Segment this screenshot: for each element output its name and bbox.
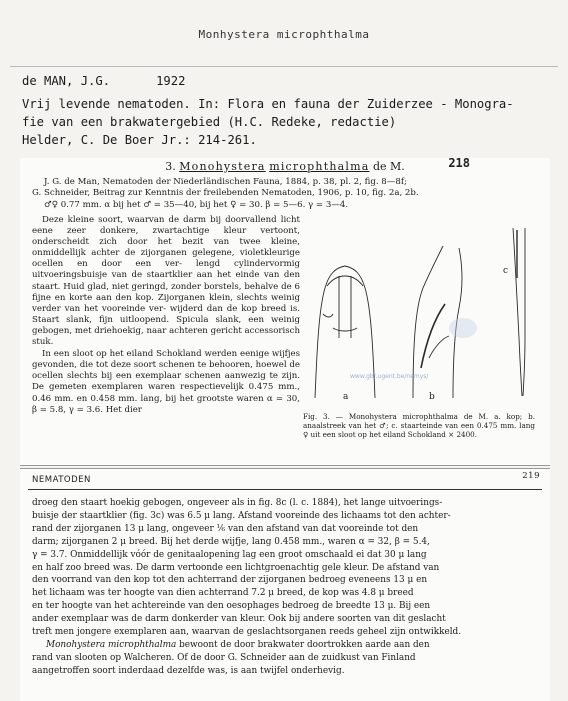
fig-b-gubernaculum: [429, 336, 449, 358]
specimen-paragraph: In een sloot op het eiland Schokland werden eenige wijfjes gevonden, die tot deze soort schenen te behooren, hoewel de ocellen slechts bij een exemplaar schenen aanwezig te zijn. De gemeten exemplaren waren respectievelijk 0.475 mm., 0.46 mm. en 0.458 mm. lang, bij het grootste waren α = 30, β = 5.8, γ = 3.6. Het dier: [32, 349, 301, 415]
watermark-text: www.gbr.ugent.be/nemys/: [350, 373, 429, 380]
card-year: 1922: [156, 74, 186, 88]
watermark-logo-icon: [449, 318, 477, 338]
fig-a-amphid: [323, 314, 333, 317]
fig-b-spicule: [421, 304, 445, 368]
fig-c-outline-right: [523, 228, 525, 396]
reference-block: [32, 177, 540, 211]
card-citation-publisher-line: Helder, C. De Boer Jr.: 214-261.: [22, 133, 257, 147]
figure-caption: Fig. 3. — Monohystera microphthalma de M. a. kop; b. anaalstreek van het ♂; c. staarteinde van een 0.475 mm. lang ♀ uit een sloot op het eiland Schokland × 2400.: [303, 412, 535, 439]
description-column: [32, 215, 300, 416]
body-paragraph: droeg den staart hoekig gebogen, ongeveer als in fig. 8c (l. c. 1884), het lange uitvoerings- buisje der staartklier (fig. 3c) was 6.5 μ lang. Afstand vooreinde des lichaams tot den achter- rand der zijorganen 13 μ lang, ongeveer ⅙ van den afstand van dat vooreinde tot den darm; zijorganen 2 μ breed. Bij het derde wijfje, lang 0.458 mm., waren α = 32, β = 5.4, γ = 3.7. Onmiddellijk vóór de genitaalopening lag een groot omschaald ei dat 30 μ lang en half zoo breed was. De darm vertoonde een lichtgroenachtig gele kleur. De afstand van den voorrand van den kop tot den achterrand der zijorganen bedroeg eveneens 13 μ en het lichaam was ter hoogte van dien achterrand 7.2 μ breed, de kop was 4.8 μ breed en ter hoogte van het achtereinde van den oesophages bedroeg de breedte 13 μ. Bij een ander exemplaar was de darm donkerder van kleur. Ook bij andere soorten van dit geslacht treft men jongere exemplaren aan, waarvan de geslachtsorganen reeds geheel zijn ontwikkeld.: [32, 498, 462, 638]
page-header-rule: [28, 489, 542, 490]
card-divider: [10, 66, 558, 67]
fig-a-cuticle: [327, 276, 363, 286]
card-citation-title-line1: Vrij levende nematoden. In: Flora en fauna der Zuiderzee - Monogra-: [22, 97, 514, 111]
fig-label-a: a: [343, 392, 349, 402]
fig-label-c: c: [503, 266, 509, 276]
card-citation-author-line: [22, 72, 185, 91]
card-author: de MAN, J.G.: [22, 74, 111, 88]
page-header-label: NEMATODEN: [32, 475, 91, 485]
excerpt-clipping-top: [20, 158, 550, 466]
section-title: 3. Monohystera microphthalma de M.: [165, 160, 405, 173]
card-header-species: Monhystera microphthalma: [198, 28, 370, 41]
fig-a-stoma: [339, 276, 351, 338]
page-running-head: [32, 471, 540, 485]
page-number: 219: [522, 471, 540, 481]
fig-label-b: b: [429, 392, 435, 402]
excerpt-clipping-bottom: [20, 468, 550, 701]
measurement-line: ♂♀ 0.77 mm. α bij het ♂ = 35—40, bij het ♀ = 30. β = 5—6. γ = 3—4.: [44, 199, 349, 210]
reference-line: G. Schneider, Beitrag zur Kenntnis der freilebenden Nematoden, 1906, p. 10, fig. 2a, 2b.: [32, 188, 419, 199]
description-paragraph: Deze kleine soort, waarvan de darm bij doorvallend licht eene zeer donkere, zwartachtige kleur vertoont, onderscheidt zich door het bezit van twee kleine, onmiddellijk achter de zijorganen gelegene, violetkleurige ocellen en door een ver- lengd cylindervormig uitvoeringsbuisje van de staartklier aan het einde van den staart. Huid glad, niet geringd, zonder borstels, behalve de 6 fijne en korte aan den kop. Zijorganen klein, slechts weinig verder van het vooreinde ver- wijderd dan de kop breed is. Staart slank, fijn uitloopend. Spicula slank, een weinig gebogen, met driehoekig, naar achteren gericht accessorisch stuk.: [32, 215, 301, 348]
handwritten-number: 218: [448, 156, 470, 170]
reference-line: J. G. de Man, Nematoden der Niederländischen Fauna, 1884, p. 38, pl. 2, fig. 8—8f;: [44, 177, 407, 187]
card-citation-title-line2: fie van een brakwatergebied (H.C. Redeke, redactie): [22, 115, 397, 129]
habitat-paragraph: Monohystera microphthalma bewoont de door brakwater doortrokken aarde aan den rand van slooten op Walcheren. Of de door G. Schneider aan de zuidkust van Finland aangetroffen soort inderdaad dezelfde was, is aan twijfel onderhevig.: [32, 639, 430, 676]
fig-a-ocelli: [333, 328, 357, 331]
page-body: [32, 497, 540, 678]
